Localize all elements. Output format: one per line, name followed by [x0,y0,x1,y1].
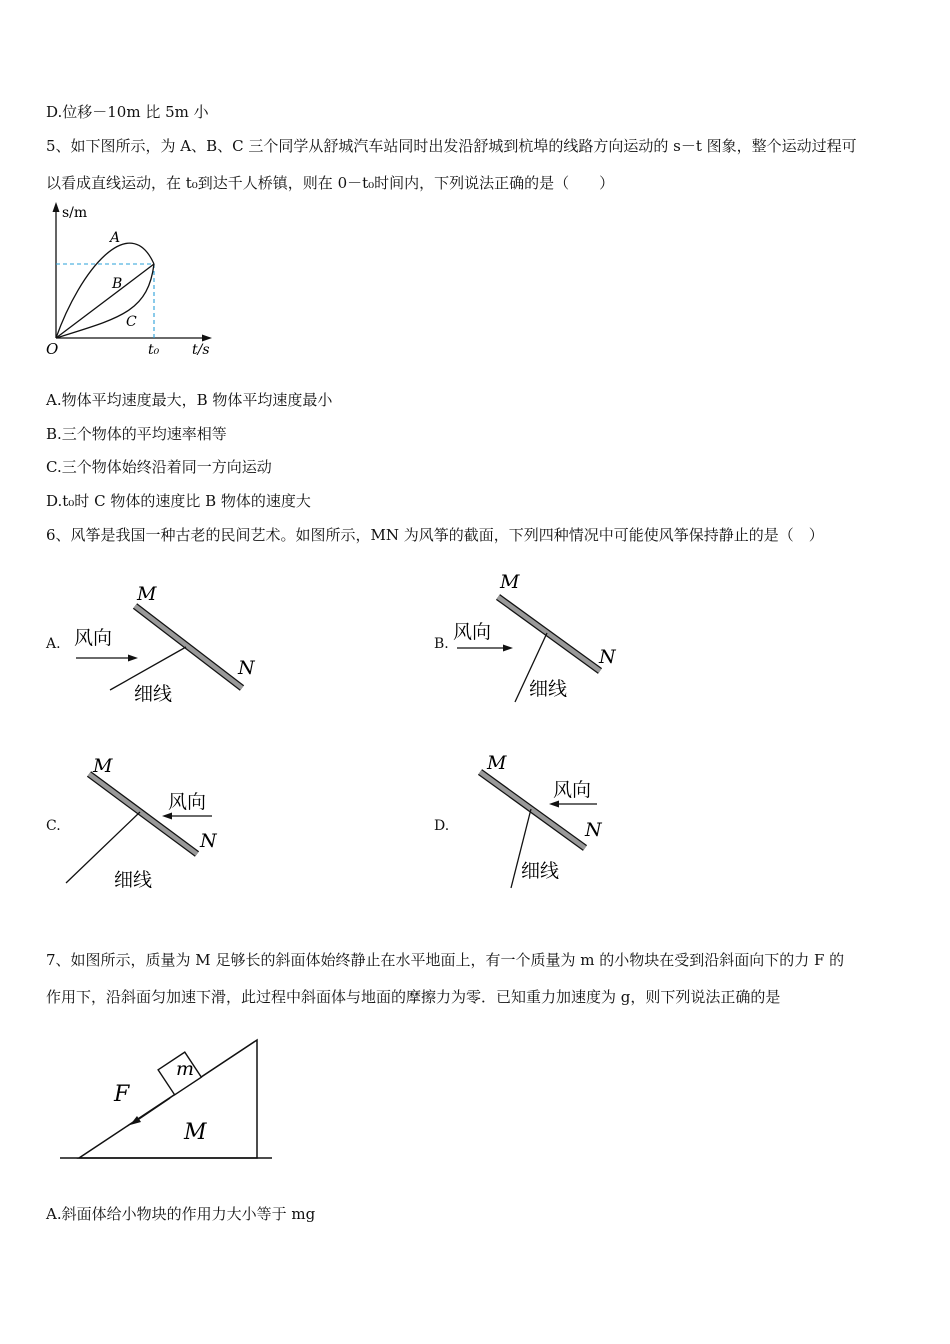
q5-stem-line1: 5、如下图所示，为 A、B、C 三个同学从舒城汽车站同时出发沿舒城到杭埠的线路方向运动的 s－t 图象，整个运动过程可 [46,137,857,155]
q5-st-graph [40,200,220,360]
q5-curve-b-label: B [112,276,123,292]
q6-label-b: B. [434,636,449,652]
q5-stem-line2: 以看成直线运动，在 t₀到达千人桥镇，则在 0－t₀时间内，下列说法正确的是（ ） [46,174,615,192]
q7-stem-line2: 作用下，沿斜面匀加速下滑，此过程中斜面体与地面的摩擦力为零．已知重力加速度为 g，则下列说法正确的是 [46,988,781,1006]
fig-c-string-label: 细线 [114,869,153,891]
fig-b-wind-label: 风向 [453,621,492,643]
q6-figure-c [60,752,280,897]
q5-curve-a-label: A [110,230,121,246]
q5-option-c: C.三个物体始终沿着同一方向运动 [46,458,272,476]
q5-curve-c-label: C [126,314,137,330]
q7-stem-line1: 7、如图所示，质量为 M 足够长的斜面体始终静止在水平地面上，有一个质量为 m 的小物块在受到沿斜面向下的力 F 的 [46,951,845,969]
fig7-f-label: F [114,1082,130,1107]
fig-d-string-label: 细线 [521,860,560,882]
q5-option-a: A.物体平均速度最大，B 物体平均速度最小 [46,391,333,409]
fig-b-n-label: N [599,646,616,668]
q6-figure-b [445,568,645,708]
fig-a-string-label: 细线 [134,683,173,705]
fig-d-wind-label: 风向 [553,779,592,801]
fig7-big-m-label: M [184,1120,207,1145]
q6-label-c: C. [46,818,61,834]
q5-graph-origin: O [46,340,59,358]
q6-stem: 6、风筝是我国一种古老的民间艺术。如图所示，MN 为风筝的截面，下列四种情况中可能使风筝保持静止的是（ ） [46,526,824,544]
q6-figure-d [445,750,645,895]
q5-option-d: D.t₀时 C 物体的速度比 B 物体的速度大 [46,492,311,510]
q4-option-d: D.位移－10m 比 5m 小 [46,103,209,121]
q5-graph-t0: t₀ [148,342,160,358]
fig-a-m-label: M [137,583,157,605]
q5-option-b: B.三个物体的平均速率相等 [46,425,227,443]
fig-c-m-label: M [93,755,113,777]
fig7-m-label: m [176,1058,195,1080]
fig-b-string-label: 细线 [529,678,568,700]
q7-incline-figure [58,1035,278,1165]
q6-figure-a [60,570,280,710]
q6-label-d: D. [434,818,450,834]
q6-label-a: A. [46,636,61,652]
fig-b-m-label: M [500,571,520,593]
q5-graph-ylabel: s/m [62,205,88,221]
fig-d-m-label: M [487,752,507,774]
fig-d-n-label: N [585,819,602,841]
fig-c-wind-label: 风向 [168,791,207,813]
q7-option-a: A.斜面体给小物块的作用力大小等于 mg [46,1205,316,1223]
fig-a-wind-label: 风向 [74,627,113,649]
fig-a-n-label: N [238,657,255,679]
fig-c-n-label: N [200,830,217,852]
q5-graph-xlabel: t/s [192,342,210,358]
